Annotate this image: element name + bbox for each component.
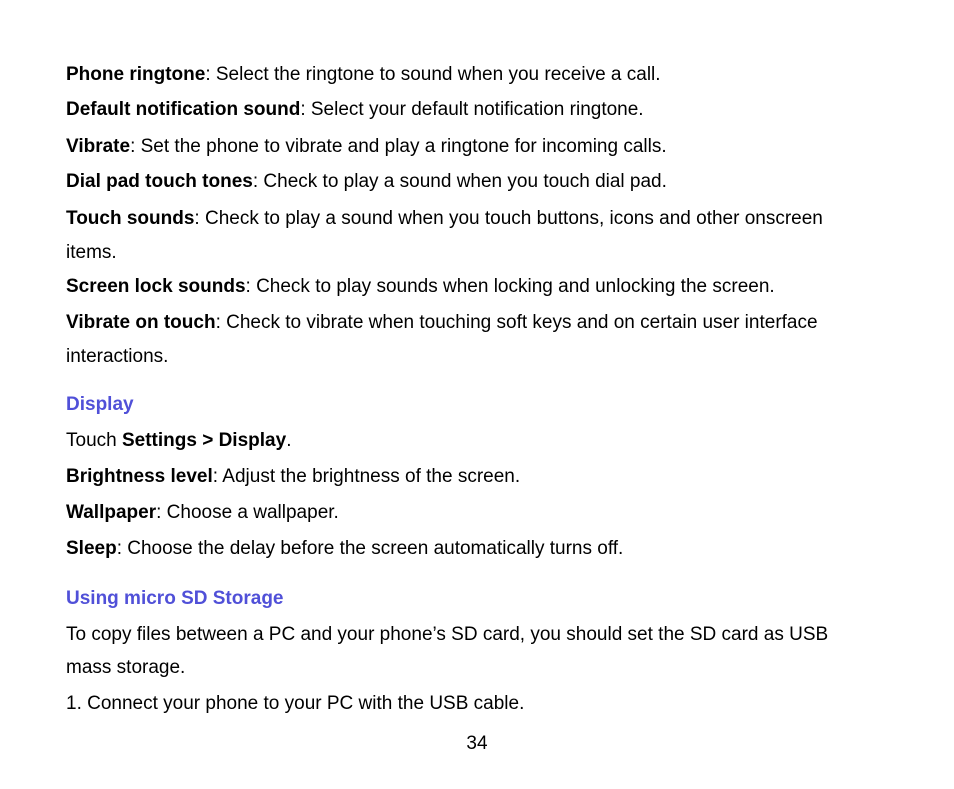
setting-term: Phone ringtone: [66, 64, 206, 85]
setting-vibrate: [66, 136, 667, 158]
display-intro-suffix: .: [286, 430, 292, 451]
setting-term: Default notification sound: [66, 99, 301, 120]
setting-vibrate-on-touch: [66, 312, 818, 334]
setting-description: : Select your default notification ringtone.: [300, 99, 644, 120]
setting-term: Screen lock sounds: [66, 276, 246, 297]
setting-sleep: [66, 538, 623, 560]
setting-touch-sounds: [66, 208, 823, 230]
setting-term: Sleep: [66, 538, 117, 559]
setting-vibrate-on-touch-continuation: interactions.: [66, 346, 169, 367]
setting-touch-sounds-continuation: items.: [66, 242, 117, 263]
setting-wallpaper: [66, 502, 339, 524]
setting-description: : Choose a wallpaper.: [156, 502, 339, 523]
section-heading-storage: Using micro SD Storage: [66, 588, 284, 609]
document-page: [66, 0, 896, 789]
setting-description: : Set the phone to vibrate and play a ringtone for incoming calls.: [130, 136, 667, 157]
setting-default-notification-sound: [66, 99, 644, 121]
setting-screen-lock-sounds: [66, 276, 775, 298]
setting-term: Dial pad touch tones: [66, 171, 253, 192]
setting-description: : Adjust the brightness of the screen.: [212, 466, 521, 487]
setting-description: : Check to play sounds when locking and unlocking the screen.: [245, 276, 775, 297]
setting-term: Touch sounds: [66, 208, 195, 229]
display-intro-prefix: Touch: [66, 430, 122, 451]
setting-term: Wallpaper: [66, 502, 157, 523]
setting-term: Vibrate: [66, 136, 131, 157]
page-number: 34: [466, 733, 488, 754]
storage-step-1: 1. Connect your phone to your PC with the USB cable.: [66, 693, 525, 714]
setting-term: Brightness level: [66, 466, 213, 487]
display-intro-path: Settings > Display: [121, 430, 287, 451]
storage-paragraph-line-2: mass storage.: [66, 657, 186, 678]
setting-description: : Check to play a sound when you touch dial pad.: [252, 171, 667, 192]
setting-dial-pad-touch-tones: [66, 171, 667, 193]
setting-term: Vibrate on touch: [66, 312, 216, 333]
setting-phone-ringtone: [66, 64, 661, 86]
setting-description: : Select the ringtone to sound when you receive a call.: [205, 64, 661, 85]
setting-description: : Choose the delay before the screen automatically turns off.: [116, 538, 624, 559]
setting-brightness-level: [66, 466, 520, 488]
setting-description: : Check to play a sound when you touch buttons, icons and other onscreen: [194, 208, 823, 229]
section-heading-display: Display: [66, 394, 134, 415]
display-intro: [66, 430, 291, 452]
setting-description: : Check to vibrate when touching soft keys and on certain user interface: [215, 312, 818, 333]
storage-paragraph-line-1: To copy files between a PC and your phone’s SD card, you should set the SD card as USB: [66, 624, 829, 645]
